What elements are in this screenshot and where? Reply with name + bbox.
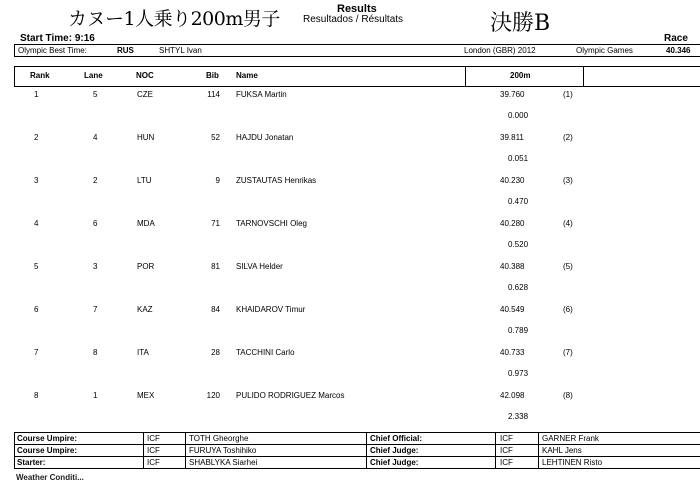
official-org: ICF [147, 458, 160, 467]
split-place-cell: (7) [563, 348, 573, 357]
split-place-cell: (1) [563, 90, 573, 99]
rank-cell: 6 [34, 305, 39, 314]
rank-cell: 2 [34, 133, 39, 142]
time-behind-cell: 0.000 [508, 111, 529, 120]
lane-cell: 1 [93, 391, 98, 400]
noc-cell: MDA [137, 219, 155, 228]
rank-cell: 1 [34, 90, 39, 99]
split-place-cell: (2) [563, 133, 573, 142]
split-place-cell: (8) [563, 391, 573, 400]
official-name: KAHL Jens [542, 446, 582, 455]
officials-vline-0 [14, 432, 15, 468]
col-header-noc: NOC [136, 71, 154, 80]
best-time-name: SHTYL Ivan [159, 46, 202, 55]
table-header-divider-2 [583, 66, 584, 86]
best-time-top-rule [14, 44, 700, 45]
athlete-name-cell: HAJDU Jonatan [236, 133, 294, 142]
results-subtitle: Resultados / Résultats [303, 14, 404, 25]
bib-cell: 81 [211, 262, 220, 271]
official-org: ICF [500, 434, 513, 443]
official-role-label: Starter: [17, 458, 46, 467]
official-role-label: Course Umpire: [17, 446, 78, 455]
athlete-name-cell: PULIDO RODRIGUEZ Marcos [236, 391, 345, 400]
official-role-label: Chief Judge: [370, 458, 419, 467]
rank-cell: 8 [34, 391, 39, 400]
time-cell: 40.733 [500, 348, 525, 357]
best-time-left-rule [14, 44, 15, 56]
phase-handwritten: 決勝B [490, 11, 551, 36]
col-header-lane: Lane [84, 71, 103, 80]
col-header-bib: Bib [206, 71, 219, 80]
officials-top-rule [14, 432, 700, 433]
time-behind-cell: 0.789 [508, 326, 529, 335]
officials-rule-2 [14, 456, 700, 457]
time-behind-cell: 2.338 [508, 412, 529, 421]
athlete-name-cell: FUKSA Martin [236, 90, 287, 99]
split-place-cell: (4) [563, 219, 573, 228]
noc-cell: CZE [137, 90, 153, 99]
time-cell: 40.549 [500, 305, 525, 314]
split-place-cell: (3) [563, 176, 573, 185]
bib-cell: 71 [211, 219, 220, 228]
time-cell: 40.388 [500, 262, 525, 271]
time-behind-cell: 0.628 [508, 283, 529, 292]
best-time-noc: RUS [117, 46, 134, 55]
official-name: GARNER Frank [542, 434, 599, 443]
time-behind-cell: 0.520 [508, 240, 529, 249]
bib-cell: 114 [207, 90, 220, 99]
lane-cell: 6 [93, 219, 98, 228]
results-title: Results [337, 3, 377, 15]
officials-vline-2 [185, 432, 186, 468]
start-time: Start Time: 9:16 [20, 33, 95, 44]
time-cell: 40.230 [500, 176, 525, 185]
col-header-200m: 200m [510, 71, 531, 80]
lane-cell: 8 [93, 348, 98, 357]
best-time-games: Olympic Games [576, 46, 633, 55]
table-header-divider-1 [465, 66, 466, 86]
best-time-label: Olympic Best Time: [18, 46, 87, 55]
noc-cell: KAZ [137, 305, 153, 314]
best-time-place: London (GBR) 2012 [464, 46, 536, 55]
bib-cell: 28 [211, 348, 220, 357]
time-cell: 39.811 [500, 133, 524, 142]
athlete-name-cell: KHAIDAROV Timur [236, 305, 306, 314]
lane-cell: 3 [93, 262, 98, 271]
lane-cell: 7 [93, 305, 98, 314]
official-role-label: Course Umpire: [17, 434, 78, 443]
best-time-bottom-rule [14, 56, 700, 57]
officials-vline-5 [538, 432, 539, 468]
official-name: TOTH Gheorghe [189, 434, 249, 443]
rank-cell: 7 [34, 348, 39, 357]
rank-cell: 5 [34, 262, 39, 271]
officials-vline-1 [143, 432, 144, 468]
lane-cell: 4 [93, 133, 98, 142]
table-header-bottom-rule [14, 86, 700, 87]
athlete-name-cell: ZUSTAUTAS Henrikas [236, 176, 317, 185]
athlete-name-cell: TARNOVSCHI Oleg [236, 219, 307, 228]
officials-bottom-rule [14, 468, 700, 469]
event-title-handwritten: カヌー1人乗り200m男子 [68, 8, 280, 30]
lane-cell: 5 [93, 90, 98, 99]
official-org: ICF [147, 446, 160, 455]
athlete-name-cell: TACCHINI Carlo [236, 348, 295, 357]
rank-cell: 4 [34, 219, 39, 228]
time-cell: 42.098 [500, 391, 525, 400]
col-header-rank: Rank [30, 71, 50, 80]
bib-cell: 120 [206, 391, 220, 400]
noc-cell: LTU [137, 176, 152, 185]
athlete-name-cell: SILVA Helder [236, 262, 283, 271]
official-role-label: Chief Official: [370, 434, 423, 443]
noc-cell: POR [137, 262, 155, 271]
rank-cell: 3 [34, 176, 39, 185]
weather-conditions-label: Weather Conditi... [16, 473, 84, 482]
split-place-cell: (6) [563, 305, 573, 314]
official-org: ICF [500, 458, 513, 467]
official-role-label: Chief Judge: [370, 446, 419, 455]
officials-rule-1 [14, 444, 700, 445]
officials-vline-3 [366, 432, 367, 468]
table-header-left-rule [14, 66, 15, 86]
bib-cell: 52 [211, 133, 220, 142]
bib-cell: 9 [215, 176, 220, 185]
bib-cell: 84 [211, 305, 220, 314]
time-behind-cell: 0.051 [508, 154, 529, 163]
noc-cell: MEX [137, 391, 155, 400]
best-time-value: 40.346 [666, 46, 691, 55]
noc-cell: HUN [137, 133, 155, 142]
officials-vline-4 [495, 432, 496, 468]
race-label: Race [664, 33, 688, 44]
official-name: LEHTINEN Risto [542, 458, 603, 467]
official-name: FURUYA Toshihiko [189, 446, 257, 455]
lane-cell: 2 [93, 176, 98, 185]
official-org: ICF [500, 446, 513, 455]
official-name: SHABLYKA Siarhei [189, 458, 258, 467]
time-behind-cell: 0.470 [508, 197, 529, 206]
official-org: ICF [147, 434, 160, 443]
time-cell: 40.280 [500, 219, 525, 228]
col-header-name: Name [236, 71, 258, 80]
noc-cell: ITA [137, 348, 149, 357]
split-place-cell: (5) [563, 262, 573, 271]
time-cell: 39.760 [500, 90, 525, 99]
time-behind-cell: 0.973 [508, 369, 529, 378]
table-header-top-rule [14, 66, 700, 67]
